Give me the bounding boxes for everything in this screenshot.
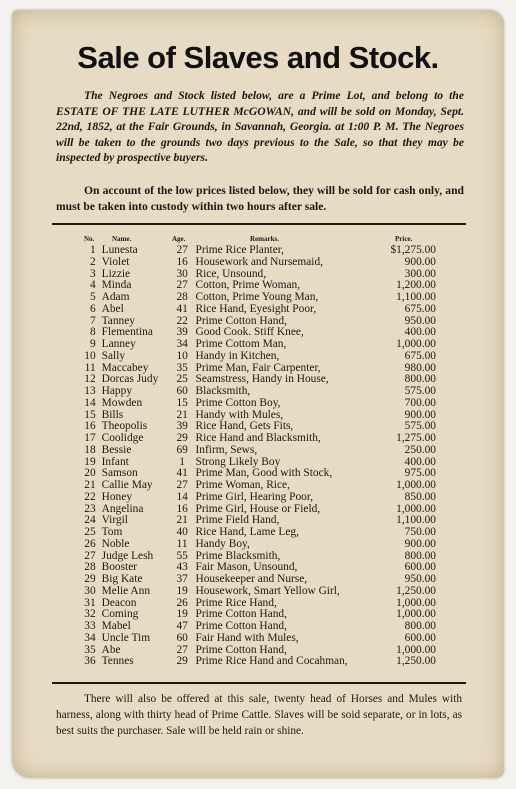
row-name: Virgil bbox=[101, 514, 128, 527]
row-remarks: Prime Cotton Hand, bbox=[195, 314, 287, 327]
footer-paragraph: There will also be offered at this sale, twenty head of Horses and Mules with harness, along with thirty head of Prime Cattle. Slaves will be soid separate, or in lots, as best suits the purchaser. Sale will be held rain or shine. bbox=[56, 693, 462, 737]
row-name: Deacon bbox=[101, 596, 137, 609]
row-name: Abel bbox=[101, 302, 124, 315]
row-name: Coolidge bbox=[101, 432, 144, 444]
row-price: 950.00 bbox=[404, 573, 436, 585]
row-price: 700.00 bbox=[404, 396, 436, 409]
row-price: 1,000.00 bbox=[396, 643, 436, 656]
row-age: 19 bbox=[176, 608, 188, 621]
row-name: Judge Lesh bbox=[101, 549, 154, 562]
row-age: 14 bbox=[176, 490, 188, 503]
row-remarks: Prime Cotton Boy, bbox=[195, 396, 281, 409]
row-remarks: Prime Girl, House or Field, bbox=[195, 502, 321, 515]
row-age: 47 bbox=[176, 620, 188, 632]
row-remarks: Strong Likely Boy bbox=[195, 455, 281, 468]
row-remarks: Prime Woman, Rice, bbox=[195, 479, 290, 491]
row-name: Big Kate bbox=[101, 573, 143, 585]
table-row bbox=[80, 445, 436, 457]
row-name: Mowden bbox=[101, 396, 143, 409]
row-name: Maccabey bbox=[101, 361, 149, 374]
row-remarks: Rice Hand and Blacksmith, bbox=[195, 432, 321, 444]
row-age: 41 bbox=[176, 467, 188, 480]
row-age: 16 bbox=[176, 502, 188, 515]
row-remarks: Fair Hand with Mules, bbox=[195, 631, 299, 644]
row-name: Flementina bbox=[101, 326, 153, 339]
table-row bbox=[80, 586, 436, 598]
slave-listing-table bbox=[80, 245, 436, 668]
table-row bbox=[80, 398, 436, 410]
row-age: 55 bbox=[176, 549, 188, 562]
row-number: 13 bbox=[84, 385, 96, 397]
row-remarks: Handy in Kitchen, bbox=[195, 349, 280, 362]
row-number: 19 bbox=[84, 455, 96, 468]
row-number: 17 bbox=[84, 432, 96, 444]
row-age: 34 bbox=[176, 338, 188, 350]
table-row bbox=[80, 351, 436, 363]
row-number: 1 bbox=[89, 244, 96, 256]
row-name: Minda bbox=[101, 279, 132, 292]
table-row bbox=[80, 527, 436, 539]
row-remarks: Prime Cotton Hand, bbox=[195, 608, 287, 621]
row-remarks: Prime Cotton Hand, bbox=[195, 643, 287, 656]
row-age: 39 bbox=[176, 326, 188, 339]
row-number: 20 bbox=[84, 467, 96, 480]
row-remarks: Rice Hand, Lame Leg, bbox=[195, 526, 299, 538]
table-row bbox=[80, 621, 436, 633]
table-row bbox=[80, 656, 436, 668]
row-price: 400.00 bbox=[404, 455, 436, 468]
row-remarks: Prime Field Hand, bbox=[195, 514, 280, 527]
row-number: 26 bbox=[84, 537, 96, 550]
table-row bbox=[80, 374, 436, 386]
row-age: 26 bbox=[176, 596, 188, 609]
row-name: Callie May bbox=[101, 479, 153, 491]
row-age: 29 bbox=[176, 655, 188, 668]
row-price: 250.00 bbox=[404, 443, 436, 456]
row-price: 1,275.00 bbox=[396, 432, 436, 444]
row-number: 25 bbox=[84, 526, 96, 538]
row-remarks: Cotton, Prime Young Man, bbox=[195, 291, 319, 303]
table-row bbox=[80, 339, 436, 351]
row-price: 575.00 bbox=[404, 420, 436, 433]
row-number: 2 bbox=[89, 255, 96, 268]
row-number: 34 bbox=[84, 631, 96, 644]
row-age: 27 bbox=[176, 244, 188, 256]
row-number: 9 bbox=[89, 338, 96, 350]
row-name: Tennes bbox=[101, 655, 134, 668]
row-name: Bessie bbox=[101, 443, 132, 456]
row-remarks: Prime Man, Good with Stock, bbox=[195, 467, 333, 480]
row-price: $1,275.00 bbox=[390, 244, 436, 256]
row-remarks: Prime Cottom Man, bbox=[195, 338, 287, 350]
row-price: 900.00 bbox=[404, 537, 436, 550]
row-name: Melie Ann bbox=[101, 584, 151, 597]
row-age: 60 bbox=[176, 385, 188, 397]
row-age: 43 bbox=[176, 561, 188, 574]
row-number: 30 bbox=[84, 584, 96, 597]
row-age: 21 bbox=[176, 514, 188, 527]
row-price: 800.00 bbox=[404, 620, 436, 632]
row-name: Lunesta bbox=[101, 244, 138, 256]
row-name: Tanney bbox=[101, 314, 135, 327]
row-remarks: Infirm, Sews, bbox=[195, 443, 258, 456]
row-number: 18 bbox=[84, 443, 96, 456]
row-price: 675.00 bbox=[404, 302, 436, 315]
row-age: 1 bbox=[179, 455, 185, 468]
row-price: 1,000.00 bbox=[396, 479, 436, 491]
row-number: 11 bbox=[84, 361, 96, 374]
row-name: Angelina bbox=[101, 502, 144, 515]
row-number: 6 bbox=[89, 302, 96, 315]
header-remarks: Remarks. bbox=[250, 235, 279, 243]
row-price: 1,000.00 bbox=[396, 502, 436, 515]
row-name: Samson bbox=[101, 467, 138, 480]
row-remarks: Blacksmith, bbox=[195, 385, 251, 397]
header-name: Name. bbox=[112, 235, 132, 243]
row-price: 600.00 bbox=[404, 631, 436, 644]
row-age: 39 bbox=[176, 420, 188, 433]
row-price: 800.00 bbox=[404, 549, 436, 562]
row-number: 15 bbox=[84, 408, 96, 421]
row-age: 15 bbox=[176, 396, 188, 409]
row-price: 675.00 bbox=[404, 349, 436, 362]
row-remarks: Fair Mason, Unsound, bbox=[195, 561, 298, 574]
row-age: 60 bbox=[176, 631, 188, 644]
row-remarks: Handy Boy, bbox=[195, 537, 250, 550]
row-name: Violet bbox=[101, 255, 130, 268]
row-name: Dorcas Judy bbox=[101, 373, 159, 386]
row-age: 10 bbox=[176, 349, 188, 362]
row-remarks: Housework, Smart Yellow Girl, bbox=[195, 584, 340, 597]
row-price: 1,250.00 bbox=[396, 655, 436, 668]
row-name: Coming bbox=[101, 608, 139, 621]
row-price: 900.00 bbox=[404, 408, 436, 421]
table-row bbox=[80, 633, 436, 645]
row-remarks: Rice, Unsound, bbox=[195, 267, 267, 280]
row-remarks: Rice Hand, Gets Fits, bbox=[195, 420, 294, 433]
row-remarks: Rice Hand, Eyesight Poor, bbox=[195, 302, 317, 315]
row-price: 600.00 bbox=[404, 561, 436, 574]
row-number: 29 bbox=[84, 573, 96, 585]
top-rule bbox=[52, 223, 466, 225]
table-row bbox=[80, 304, 436, 316]
row-price: 400.00 bbox=[404, 326, 436, 339]
document-title: Sale of Slaves and Stock. bbox=[77, 40, 439, 75]
row-price: 1,100.00 bbox=[396, 514, 436, 527]
row-number: 24 bbox=[84, 514, 96, 527]
row-remarks: Good Cook. Stiff Knee, bbox=[195, 326, 304, 339]
row-number: 5 bbox=[89, 291, 96, 303]
table-row bbox=[80, 245, 436, 257]
row-number: 4 bbox=[89, 279, 96, 292]
row-age: 30 bbox=[176, 267, 188, 280]
row-remarks: Housekeeper and Nurse, bbox=[195, 573, 308, 585]
row-age: 37 bbox=[176, 573, 188, 585]
table-row bbox=[80, 292, 436, 304]
row-remarks: Prime Cotton Hand, bbox=[195, 620, 287, 632]
row-number: 8 bbox=[89, 326, 96, 339]
row-name: Booster bbox=[101, 561, 138, 574]
row-price: 750.00 bbox=[404, 526, 436, 538]
row-remarks: Prime Rice Hand and Cocahman, bbox=[195, 655, 348, 668]
cash-notice-paragraph: On account of the low prices listed below, they will be sold for cash only, and must be taken into custody within two hours after sale. bbox=[56, 184, 464, 213]
row-age: 25 bbox=[176, 373, 188, 386]
row-age: 11 bbox=[176, 537, 188, 550]
row-age: 40 bbox=[176, 526, 188, 538]
row-number: 3 bbox=[89, 267, 96, 280]
row-number: 12 bbox=[84, 373, 96, 386]
row-remarks: Handy with Mules, bbox=[195, 408, 284, 421]
row-price: 980.00 bbox=[404, 361, 436, 374]
row-name: Lanney bbox=[101, 338, 136, 350]
table-row bbox=[80, 386, 436, 398]
row-name: Sally bbox=[101, 349, 126, 362]
table-row bbox=[80, 257, 436, 269]
header-no: No. bbox=[84, 235, 95, 243]
row-price: 300.00 bbox=[404, 267, 436, 280]
row-remarks: Cotton, Prime Woman, bbox=[195, 279, 301, 292]
row-age: 27 bbox=[176, 479, 188, 491]
row-remarks: Prime Blacksmith, bbox=[195, 549, 281, 562]
row-number: 32 bbox=[84, 608, 96, 621]
table-row bbox=[80, 492, 436, 504]
row-number: 23 bbox=[84, 502, 96, 515]
intro-paragraph: The Negroes and Stock listed below, are a Prime Lot, and belong to the ESTATE OF THE LATE LUTHER McGOWAN, and will be sold on Monday, Sept. 22nd, 1852, at the Fair Grounds, in Savannah, Georgia. at 1:00 P. M. The Negroes will be taken to the grounds two days previous to the Sale, so that they may be inspected by prospective buyers. bbox=[56, 89, 464, 164]
row-name: Tom bbox=[101, 526, 123, 538]
row-price: 975.00 bbox=[404, 467, 436, 480]
row-name: Bills bbox=[101, 408, 124, 421]
row-price: 800.00 bbox=[404, 373, 436, 386]
row-remarks: Prime Rice Planter, bbox=[195, 244, 284, 256]
row-remarks: Prime Man, Fair Carpenter, bbox=[195, 361, 321, 374]
row-number: 36 bbox=[84, 655, 96, 668]
row-number: 14 bbox=[84, 396, 96, 409]
row-number: 35 bbox=[84, 643, 96, 656]
row-name: Theopolis bbox=[101, 420, 148, 433]
row-remarks: Seamstress, Handy in House, bbox=[195, 373, 329, 386]
row-price: 1,000.00 bbox=[396, 596, 436, 609]
row-age: 27 bbox=[176, 279, 188, 292]
row-number: 10 bbox=[84, 349, 96, 362]
row-age: 41 bbox=[176, 302, 188, 315]
row-price: 950.00 bbox=[404, 314, 436, 327]
row-name: Infant bbox=[101, 455, 129, 468]
row-number: 33 bbox=[84, 620, 96, 632]
row-name: Adam bbox=[101, 291, 130, 303]
bottom-rule bbox=[52, 682, 466, 684]
row-remarks: Housework and Nursemaid, bbox=[195, 255, 323, 268]
row-number: 31 bbox=[84, 596, 96, 609]
row-number: 7 bbox=[89, 314, 96, 327]
row-name: Abe bbox=[101, 643, 121, 656]
row-age: 19 bbox=[176, 584, 188, 597]
row-age: 35 bbox=[176, 361, 188, 374]
row-price: 1,200.00 bbox=[396, 279, 436, 292]
table-row bbox=[80, 539, 436, 551]
row-price: 1,100.00 bbox=[396, 291, 436, 303]
row-remarks: Prime Girl, Hearing Poor, bbox=[195, 490, 314, 503]
row-name: Uncle Tim bbox=[101, 631, 151, 644]
row-price: 1,250.00 bbox=[396, 584, 436, 597]
row-number: 27 bbox=[84, 549, 96, 562]
row-name: Lizzie bbox=[101, 267, 131, 280]
row-name: Honey bbox=[101, 490, 133, 503]
row-remarks: Prime Rice Hand, bbox=[195, 596, 277, 609]
table-row bbox=[80, 480, 436, 492]
row-number: 28 bbox=[84, 561, 96, 574]
header-price: Price. bbox=[395, 235, 413, 243]
row-number: 16 bbox=[84, 420, 96, 433]
row-age: 22 bbox=[176, 314, 188, 327]
row-price: 1,000.00 bbox=[396, 338, 436, 350]
row-name: Noble bbox=[101, 537, 130, 550]
table-row bbox=[80, 433, 436, 445]
row-number: 21 bbox=[84, 479, 96, 491]
row-price: 1,000.00 bbox=[396, 608, 436, 621]
row-age: 21 bbox=[176, 408, 188, 421]
header-age: Age. bbox=[172, 235, 186, 243]
row-price: 900.00 bbox=[404, 255, 436, 268]
row-age: 27 bbox=[176, 643, 188, 656]
row-age: 28 bbox=[176, 291, 188, 303]
row-age: 16 bbox=[176, 255, 188, 268]
row-number: 22 bbox=[84, 490, 96, 503]
row-age: 29 bbox=[176, 432, 188, 444]
row-name: Happy bbox=[101, 385, 133, 397]
row-price: 850.00 bbox=[404, 490, 436, 503]
table-row bbox=[80, 574, 436, 586]
row-name: Mabel bbox=[101, 620, 131, 632]
row-price: 575.00 bbox=[404, 385, 436, 397]
row-age: 69 bbox=[176, 443, 188, 456]
